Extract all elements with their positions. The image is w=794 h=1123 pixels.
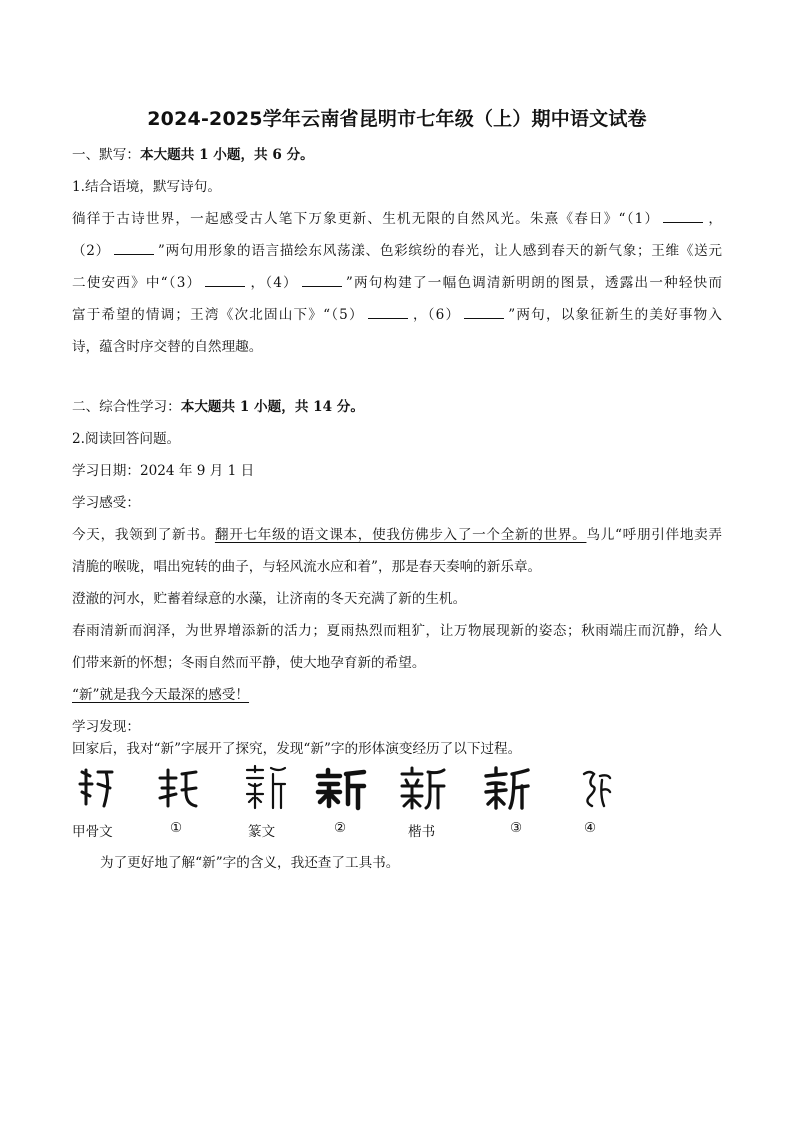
feeling-paragraph-3-cont: 们带来新的怀想；冬雨自然而平静，使大地孕育新的希望。 — [72, 655, 426, 671]
answer-blank-1[interactable] — [663, 210, 703, 223]
feeling-paragraph-3: 春雨清新而润泽，为世界增添新的活力；夏雨热烈而粗犷，让万物展现新的姿态；秋雨端庄而沉静，给人 — [72, 623, 722, 639]
feeling-paragraph-2: 澄澈的河水，贮蓄着绿意的水藻，让济南的冬天充满了新的生机。 — [72, 591, 467, 607]
finding-paragraph: 回家后，我对“新”字展开了探究，发现“新”字的形体演变经历了以下过程。 — [72, 741, 522, 757]
answer-blank-2[interactable] — [114, 242, 154, 255]
section-1-heading: 一、默写：本大题共 1 小题，共 6 分。 — [72, 147, 314, 163]
question-1-line-5: 诗，蕴含时序交替的自然理趣。 — [72, 339, 263, 355]
regular-xin-icon — [396, 762, 450, 814]
oracle-bone-xin-icon — [72, 762, 120, 814]
answer-blank-6[interactable] — [464, 306, 504, 319]
feeling-paragraph-4: “新”就是我今天最深的感受！ — [72, 687, 250, 703]
section-2-heading: 二、综合性学习：本大题共 1 小题，共 14 分。 — [72, 399, 364, 415]
glyph-label-oracle-bone: 甲骨文 — [72, 824, 113, 840]
glyph-label-4: ④ — [584, 820, 597, 836]
glyph-label-2: ② — [334, 820, 347, 836]
feeling-label: 学习感受： — [72, 495, 140, 511]
question-1-line-1: 徜徉于古诗世界，一起感受古人笔下万象更新、生机无限的自然风光。朱熹《春日》“（1） ， — [72, 211, 723, 227]
running-xin-icon — [480, 762, 534, 814]
question-1-line-4: 富于希望的情调；王湾《次北固山下》“（5） ，（6） ”两句，以象征新生的美好事物入 — [72, 307, 722, 323]
page-title: 2024-2025学年云南省昆明市七年级（上）期中语文试卷 — [147, 108, 647, 130]
question-1-stem: 1.结合语境，默写诗句。 — [72, 179, 221, 195]
glyph-label-seal: 篆文 — [248, 824, 276, 840]
seal-xin-icon — [240, 762, 292, 814]
study-date: 学习日期：2024 年 9 月 1 日 — [72, 463, 255, 479]
feeling-paragraph-1-cont: 清脆的喉咙，唱出宛转的曲子，与轻风流水应和着”，那是春天奏响的新乐章。 — [72, 559, 542, 575]
feeling-paragraph-1: 今天，我领到了新书。翻开七年级的语文课本，使我仿佛步入了一个全新的世界。鸟儿“呼朋引伴地卖弄 — [72, 527, 723, 543]
answer-blank-4[interactable] — [302, 274, 342, 287]
finding-label: 学习发现： — [72, 719, 140, 735]
closing-paragraph: 为了更好地了解“新”字的含义，我还查了工具书。 — [100, 855, 400, 871]
glyph-label-regular: 楷书 — [408, 824, 436, 840]
question-1-line-2: （2） ”两句用形象的语言描绘东风荡漾、色彩缤纷的春光，让人感到春天的新气象；王维《送元 — [72, 243, 722, 259]
answer-blank-3[interactable] — [205, 274, 245, 287]
answer-blank-5[interactable] — [368, 306, 408, 319]
glyph-label-1: ① — [170, 820, 183, 836]
bronze-xin-icon — [152, 762, 204, 814]
clerical-xin-icon — [312, 762, 370, 814]
underlined-sentence: 翻开七年级的语文课本，使我仿佛步入了一个全新的世界。 — [214, 527, 587, 543]
question-2-stem: 2.阅读回答问题。 — [72, 431, 181, 447]
cursive-xin-icon — [574, 762, 618, 814]
question-1-line-3: 二使安西》中“（3） ，（4） ”两句构建了一幅色调清新明朗的图景，透露出一种轻快而 — [72, 275, 722, 291]
glyph-label-3: ③ — [510, 820, 523, 836]
